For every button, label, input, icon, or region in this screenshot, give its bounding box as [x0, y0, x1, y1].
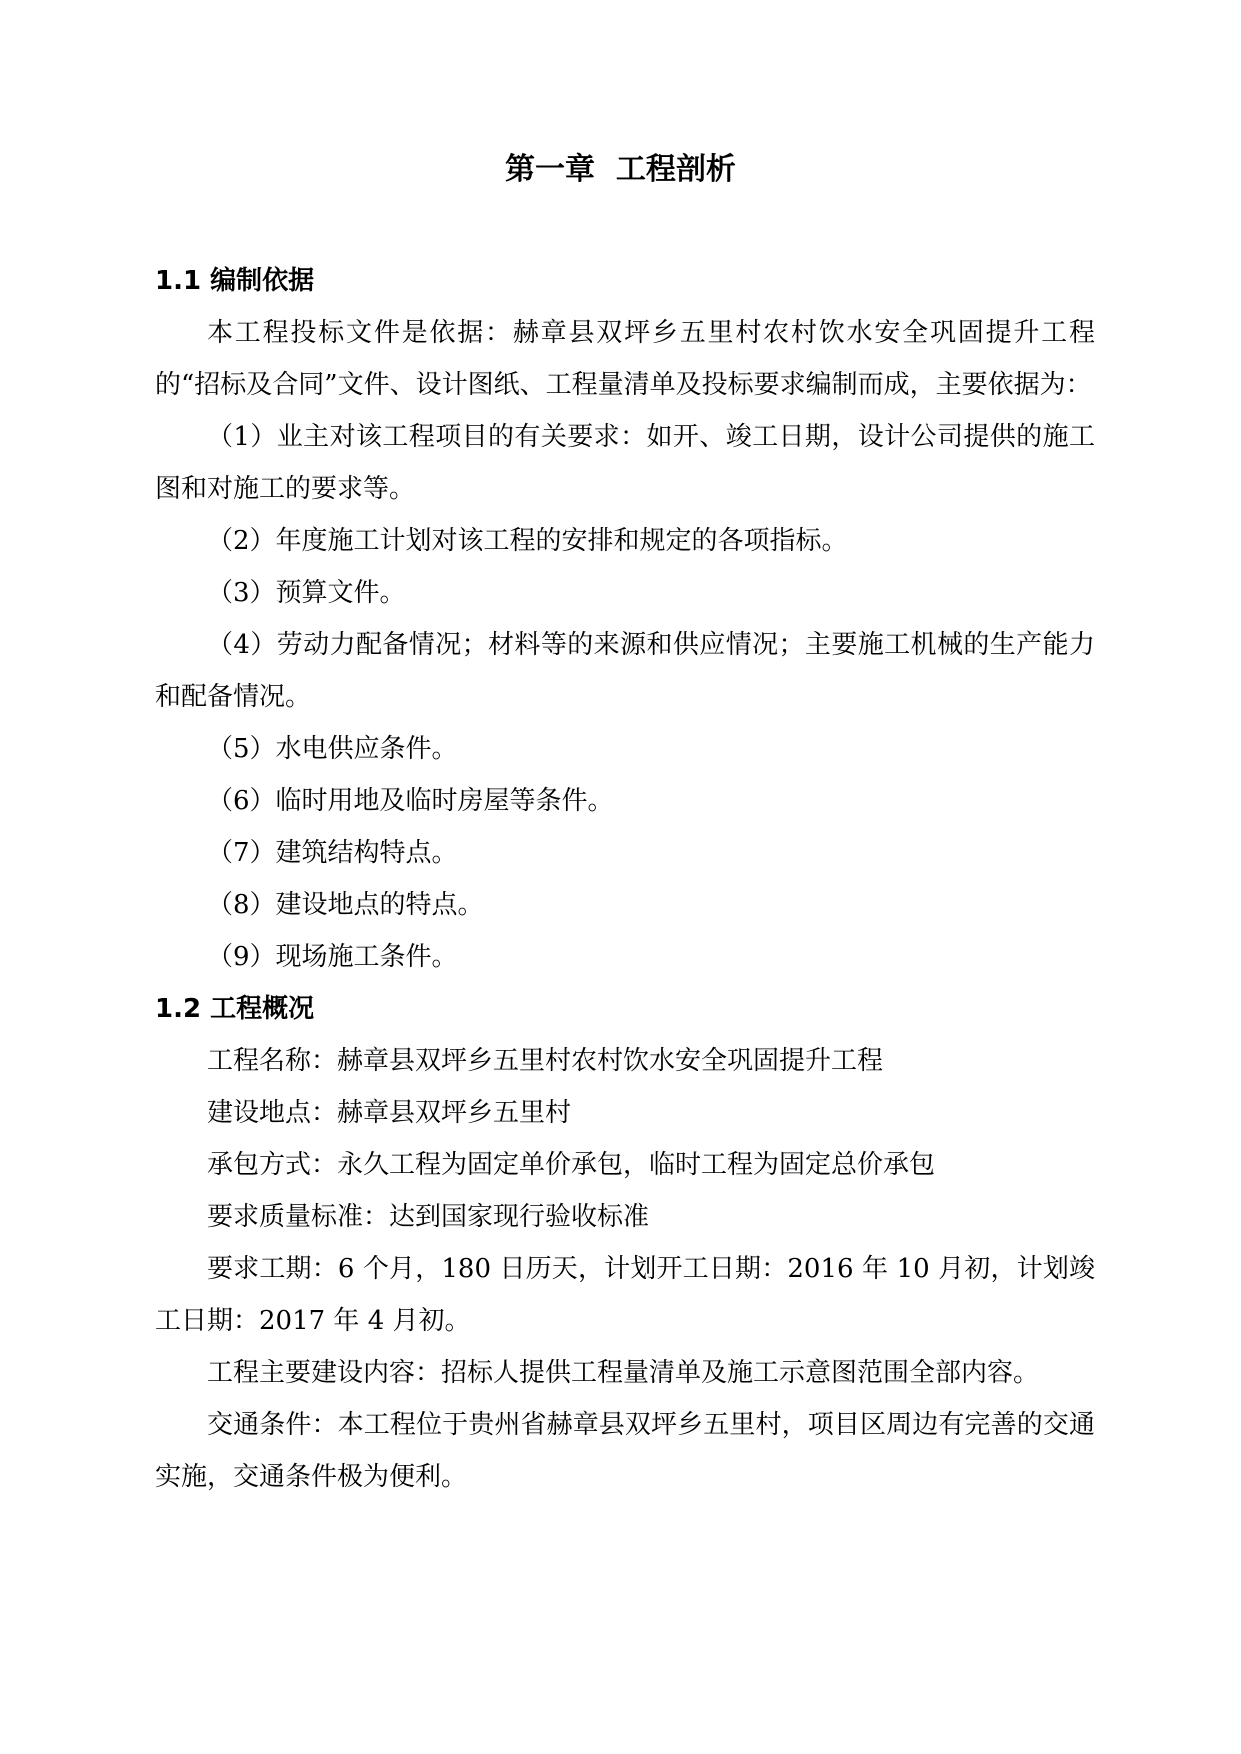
basis-item-6: （6）临时用地及临时房屋等条件。 [207, 786, 614, 816]
section-1-1-intro: 本工程投标文件是依据：赫章县双坪乡五里村农村饮水安全巩固提升工程的“招标及合同”文件、设计图纸、工程量清单及投标要求编制而成，主要依据为： [155, 318, 1095, 400]
basis-item-7: （7）建筑结构特点。 [207, 838, 458, 868]
main-content: 工程主要建设内容：招标人提供工程量清单及施工示意图范围全部内容。 [207, 1358, 1040, 1388]
traffic-conditions: 交通条件：本工程位于贵州省赫章县双坪乡五里村，项目区周边有完善的交通实施，交通条件极为便利。 [155, 1410, 1095, 1492]
project-location: 建设地点：赫章县双坪乡五里村 [207, 1098, 572, 1128]
construction-period: 要求工期：6 个月，180 日历天，计划开工日期：2016 年 10 月初，计划竣工日期：2017 年 4 月初。 [155, 1254, 1095, 1336]
quality-standard: 要求质量标准：达到国家现行验收标准 [207, 1202, 650, 1232]
project-name: 工程名称：赫章县双坪乡五里村农村饮水安全巩固提升工程 [207, 1046, 884, 1076]
chapter-title: 第一章 工程剖析 [505, 152, 736, 187]
contract-method: 承包方式：永久工程为固定单价承包，临时工程为固定总价承包 [207, 1150, 936, 1180]
basis-item-1: （1）业主对该工程项目的有关要求：如开、竣工日期，设计公司提供的施工图和对施工的要求等。 [155, 422, 1095, 504]
basis-item-5: （5）水电供应条件。 [207, 734, 458, 764]
basis-item-9: （9）现场施工条件。 [207, 942, 458, 972]
document-body [155, 255, 1095, 1503]
basis-item-8: （8）建设地点的特点。 [207, 890, 484, 920]
section-heading-1-2: 1.2 工程概况 [155, 994, 315, 1024]
basis-item-2: （2）年度施工计划对该工程的安排和规定的各项指标。 [207, 526, 848, 556]
basis-item-3: （3）预算文件。 [207, 578, 406, 608]
basis-item-4: （4）劳动力配备情况；材料等的来源和供应情况；主要施工机械的生产能力和配备情况。 [155, 630, 1095, 712]
section-heading-1-1: 1.1 编制依据 [155, 266, 315, 296]
